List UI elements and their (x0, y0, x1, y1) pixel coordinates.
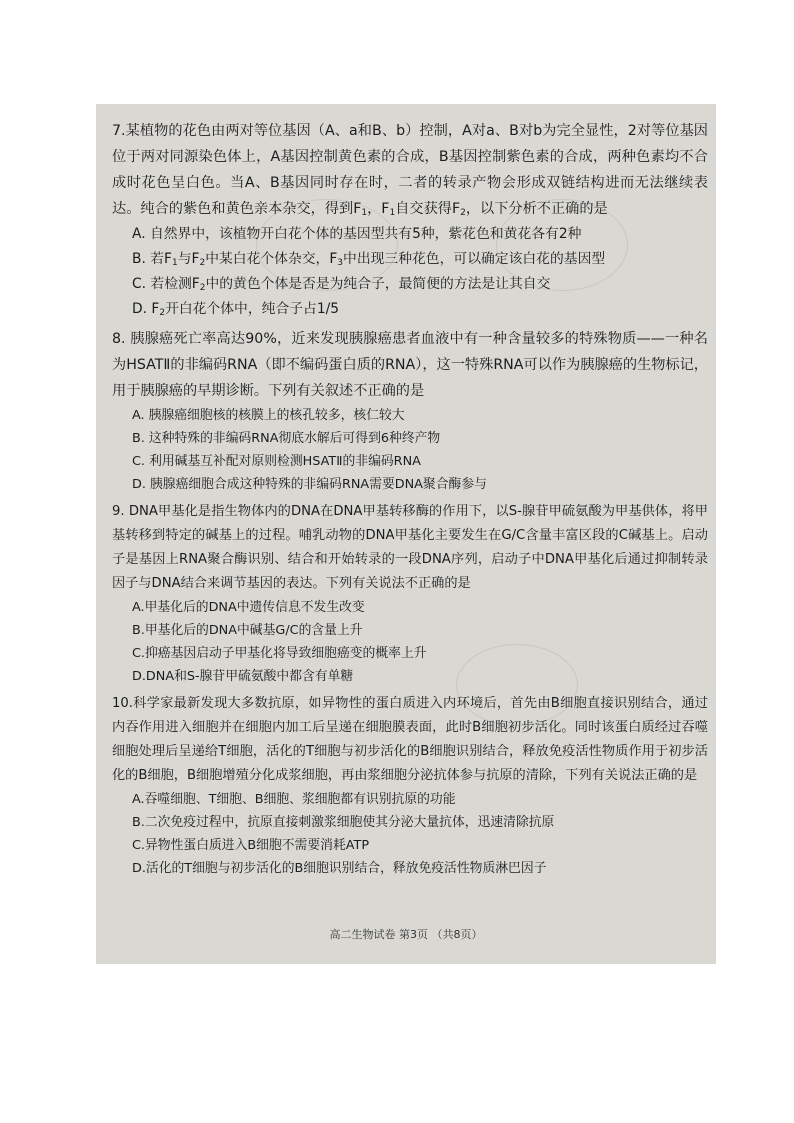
question-8-option-d: D. 胰腺癌细胞合成这种特殊的非编码RNA需要DNA聚合酶参与 (132, 477, 487, 492)
question-7-option-d: D. $F_2$开白花个体中，纯合子占1/5 (132, 301, 340, 318)
question-8 (112, 326, 708, 496)
question-7-option-c: C. 若检测$F_2$中的黄色个体是否是为纯合子，最简便的方法是让其自交 (132, 276, 551, 293)
question-10-option-a: A.吞噬细胞、T细胞、B细胞、浆细胞都有识别抗原的功能 (132, 792, 456, 807)
question-9-option-a: A.甲基化后的DNA中遗传信息不发生改变 (132, 600, 365, 615)
question-7-option-a: A. 自然界中，该植物开白花个体的基因型共有5种，紫花色和黄花各有2种 (132, 226, 582, 242)
question-9-option-c: C.抑癌基因启动子甲基化将导致细胞癌变的概率上升 (132, 646, 427, 661)
question-9-option-d: D.DNA和S-腺苷甲硫氨酸中都含有单糖 (132, 669, 354, 684)
question-10 (112, 692, 708, 880)
question-9-stem: 9. DNA甲基化是指生物体内的DNA在DNA甲基转移酶的作用下，以S-腺苷甲硫氨酸为甲基供体，将甲基转移到特定的碱基上的过程。哺乳动物的DNA甲基化主要发生在G/C含量丰富区段的C碱基上。启动子是基因上RNA聚合酶识别、结合和开始转录的一段DNA序列，启动子中DNA甲基化后通过抑制转录因子与DNA结合来调节基因的表达。下列有关说法不正确的是 (112, 504, 708, 591)
question-8-option-c: C. 利用碱基互补配对原则检测HSATⅡ的非编码RNA (132, 454, 421, 469)
question-8-option-a: A. 胰腺癌细胞核的核膜上的核孔较多，核仁较大 (132, 408, 405, 423)
question-7 (112, 118, 708, 322)
question-10-option-d: D.活化的T细胞与初步活化的B细胞识别结合，释放免疫活性物质淋巴因子 (132, 861, 547, 876)
exam-page (96, 104, 716, 964)
question-10-option-b: B.二次免疫过程中，抗原直接刺激浆细胞使其分泌大量抗体，迅速清除抗原 (132, 815, 555, 830)
question-10-stem: 10.科学家最新发现大多数抗原，如异物性的蛋白质进入内环境后，首先由B细胞直接识别结合，通过内吞作用进入细胞并在细胞内加工后呈递在细胞膜表面，此时B细胞初步活化。同时该蛋白质经过吞噬细胞处理后呈递给T细胞，活化的T细胞与初步活化的B细胞识别结合，释放免疫活性物质作用于初步活化的B细胞，B细胞增殖分化成浆细胞，再由浆细胞分泌抗体参与抗原的清除，下列有关说法正确的是 (112, 696, 708, 783)
question-7-option-b: B. 若$F_1$与$F_2$中某白花个体杂交，$F_3$中出现三种花色，可以确定该白花的基因型 (132, 251, 606, 268)
question-7-stem: 7.某植物的花色由两对等位基因（A、a和B、b）控制，A对a、B对b为完全显性，2对等位基因位于两对同源染色体上，A基因控制黄色素的合成，B基因控制紫色素的合成，两种色素均不合成时花色呈白色。当A、B基因同时存在时，二者的转录产物会形成双链结构进而无法继续表达。纯合的紫色和黄色亲本杂交，得到$F_1$，$F_1$自交获得$F_2$，以下分析不正确的是 (112, 123, 708, 218)
question-10-option-c: C.异物性蛋白质进入B细胞不需要消耗ATP (132, 838, 370, 853)
question-8-stem: 8. 胰腺癌死亡率高达90%，近来发现胰腺癌患者血液中有一种含量较多的特殊物质——一种名为HSATⅡ的非编码RNA（即不编码蛋白质的RNA），这一特殊RNA可以作为胰腺癌的生物标记，用于胰腺癌的早期诊断。下列有关叙述不正确的是 (112, 331, 708, 399)
question-8-option-b: B. 这种特殊的非编码RNA彻底水解后可得到6种终产物 (132, 431, 441, 446)
question-9-option-b: B.甲基化后的DNA中碱基G/C的含量上升 (132, 623, 363, 638)
page-footer: 高二生物试卷 第3页 （共8页） (329, 928, 483, 941)
question-9 (112, 500, 708, 688)
